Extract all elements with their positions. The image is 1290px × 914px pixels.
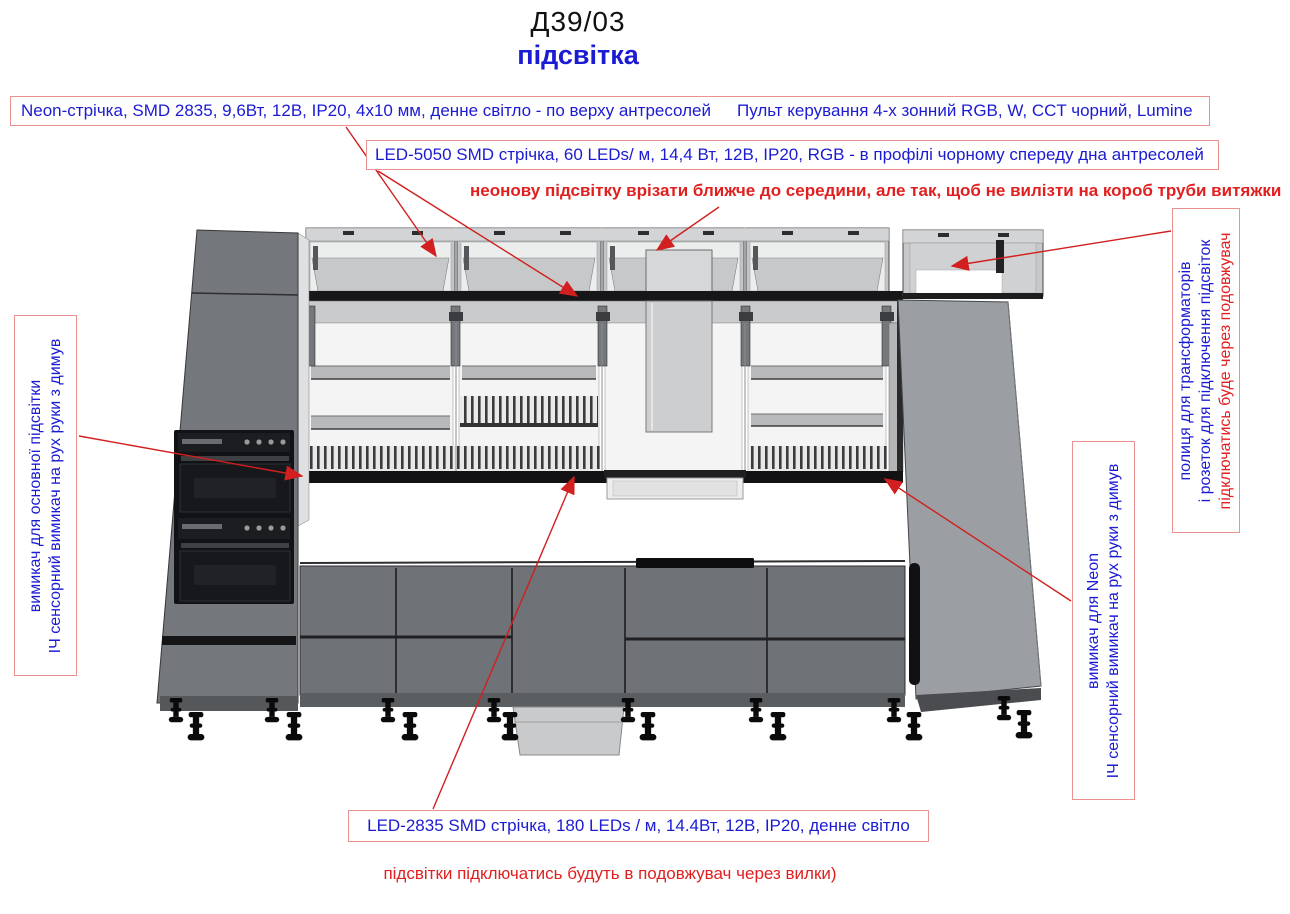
annotation-box-led2835	[348, 810, 929, 842]
antresol-row	[306, 228, 889, 294]
neon-strip-spec-text: Neon-стрічка, SMD 2835, 9,6Вт, 12В, IP20, 4x10 мм, денне світло - по верху антресолей	[21, 101, 711, 120]
left-tall-cabinet	[157, 230, 309, 711]
transformer-shelf-line1: полиця для трансформаторів	[1177, 260, 1194, 481]
led2835-spec-text: LED-2835 SMD стрічка, 180 LEDs / м, 14.4Вт, 12В, IP20, денне світло	[367, 816, 910, 835]
transformer-shelf-unit	[903, 230, 1043, 299]
annotation-box-neon-strip	[10, 96, 1210, 126]
transformer-shelf-line2: і розеток для підключення підсвіток	[1197, 239, 1214, 502]
antresol-vent-box	[646, 250, 712, 294]
led5050-spec-text: LED-5050 SMD стрічка, 60 LEDs/ м, 14,4 Вт, 12В, IP20, RGB - в профілі чорному спереду дна антресолей	[375, 145, 1204, 164]
plug-note: підсвітки підключатись будуть в подовжувач через вилки)	[383, 864, 837, 883]
annotation-box-transformer-shelf	[1172, 208, 1240, 533]
drawing-title	[400, 6, 756, 71]
neon-switch-line2: ІЧ сенсорний вимикач на рух руки з димув	[1104, 463, 1122, 778]
cooktop	[636, 558, 754, 568]
drawing-code: Д39/03	[530, 6, 626, 37]
hood-duct	[646, 301, 712, 432]
hood-glass	[604, 470, 746, 499]
main-switch-line1: вимикач для основної підсвітки	[26, 379, 44, 612]
plinth-panel	[513, 707, 624, 755]
annotation-box-main-switch	[14, 315, 77, 676]
main-switch-line2: ІЧ сенсорний вимикач на рух руки з димув	[46, 338, 64, 653]
remote-spec-text: Пульт керування 4-х зонний RGB, W, CCT чорний, Lumine	[737, 101, 1193, 120]
transformer-shelf-line3: підключатись буде через подовжувач	[1217, 232, 1234, 509]
neon-switch-line1: вимикач для Neon	[1084, 552, 1102, 689]
wall-cabinet-row	[300, 301, 903, 472]
annotation-box-neon-switch	[1072, 441, 1135, 800]
neon-cut-note: неонову підсвітку врізати ближче до середини, але так, щоб не вилізти на короб труби витяжки	[470, 181, 1282, 200]
drawing-subtitle: підсвітка	[517, 40, 639, 70]
neon-profile-strip	[300, 291, 903, 301]
handle-bar	[909, 563, 920, 685]
base-cabinet-row	[300, 558, 920, 755]
led-profile-strip	[300, 471, 903, 483]
annotation-box-led5050	[366, 140, 1219, 170]
